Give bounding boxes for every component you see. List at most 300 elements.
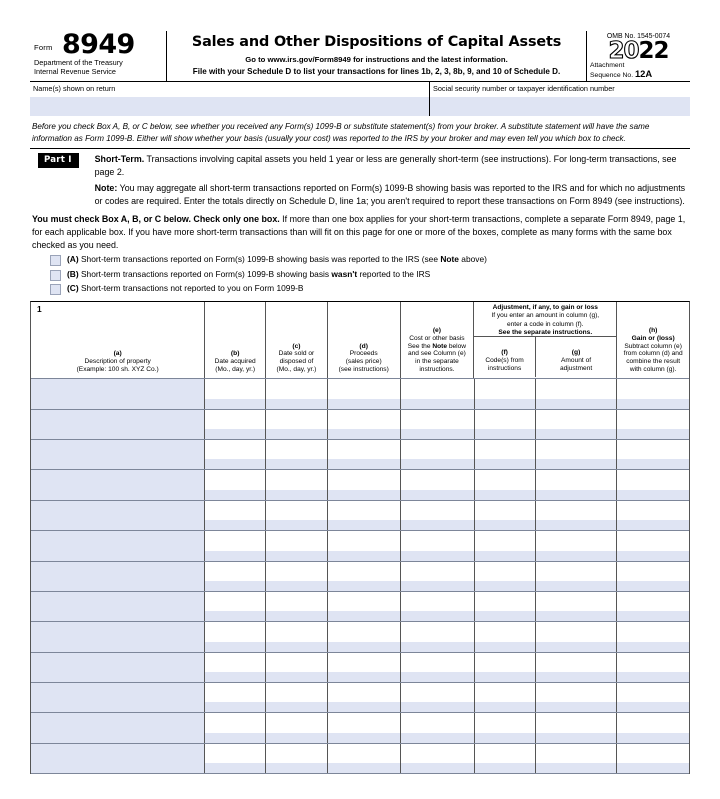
table-row: [31, 682, 689, 712]
short-term-paragraph: [95, 153, 690, 178]
table-cell-f[interactable]: [475, 501, 537, 530]
col-g-letter: (g): [571, 349, 581, 357]
table-cell-g[interactable]: [536, 501, 617, 530]
table-row: [31, 743, 689, 773]
table-cell-a[interactable]: [31, 622, 205, 651]
col-h-line4: combine the result: [626, 358, 681, 366]
omb-year-block: [587, 31, 690, 81]
table-cell-g[interactable]: [536, 683, 617, 712]
col-e-line2: [403, 343, 472, 351]
cell-fill-band: [475, 763, 536, 773]
table-cell-d[interactable]: [328, 379, 401, 408]
identity-row: [30, 81, 690, 116]
table-cell-f[interactable]: [475, 470, 537, 499]
table-cell-a[interactable]: [31, 744, 205, 773]
cell-fill-band: [401, 429, 474, 439]
cell-fill-band: [401, 399, 474, 409]
name-field-cell[interactable]: [30, 82, 430, 116]
table-cell-c[interactable]: [266, 653, 328, 682]
table-cell-a[interactable]: [31, 531, 205, 560]
col-f-line1: Code(s) from: [485, 357, 524, 365]
table-cell-g[interactable]: [536, 410, 617, 439]
cell-fill-band: [475, 490, 536, 500]
table-cell-g[interactable]: [536, 440, 617, 469]
cell-fill-band: [266, 763, 327, 773]
cell-fill-band: [536, 672, 616, 682]
checkbox-a-text: Short-term transactions reported on Form(s) 1099-B showing basis was reported to the IRS (see: [78, 254, 441, 265]
form-number: 8949: [62, 29, 135, 60]
table-cell-g[interactable]: [536, 744, 617, 773]
table-cell-h[interactable]: [617, 562, 689, 591]
cell-fill-band: [617, 642, 689, 652]
table-cell-c[interactable]: [266, 470, 328, 499]
cell-fill-band: [536, 399, 616, 409]
cell-fill-band: [266, 581, 327, 591]
cell-fill-band: [475, 520, 536, 530]
table-cell-e[interactable]: [401, 531, 475, 560]
cell-fill-band: [475, 399, 536, 409]
ssn-input[interactable]: [430, 97, 690, 116]
checkbox-b-text: Short-term transactions reported on Form(s) 1099-B showing basis: [78, 268, 332, 279]
cell-fill-band: [205, 581, 265, 591]
table-cell-c[interactable]: [266, 744, 328, 773]
cell-fill-band: [617, 399, 689, 409]
table-cell-c[interactable]: [266, 410, 328, 439]
table-cell-c[interactable]: [266, 713, 328, 742]
col-c-line1: Date sold or: [278, 350, 315, 358]
col-d-line2: (sales price): [345, 358, 382, 366]
form-subtitle-filewith: File with your Schedule D to list your transactions for lines 1b, 2, 3, 8b, 9, and 10 of Schedule D.: [192, 67, 561, 76]
table-cell-g[interactable]: [536, 653, 617, 682]
cell-fill-band: [536, 733, 616, 743]
table-cell-b[interactable]: [205, 470, 266, 499]
cell-fill-band: [205, 429, 265, 439]
cell-fill-band: [205, 672, 265, 682]
col-header-g: [536, 337, 616, 377]
cell-fill-band: [401, 642, 474, 652]
table-cell-f[interactable]: [475, 744, 537, 773]
cell-fill-band: [401, 490, 474, 500]
cell-fill-band: [205, 733, 265, 743]
col-header-b: [205, 302, 266, 378]
cell-fill-band: [475, 702, 536, 712]
table-cell-d[interactable]: [328, 622, 401, 651]
form-title-block: [167, 31, 587, 81]
checkbox-a-bold: Note: [440, 254, 459, 265]
col-header-f: [474, 337, 536, 377]
cell-fill-band: [205, 642, 265, 652]
ssn-field-label: Social security number or taxpayer identification number: [433, 84, 615, 93]
table-cell-e[interactable]: [401, 744, 475, 773]
table-cell-h[interactable]: [617, 683, 689, 712]
table-cell-g[interactable]: [536, 592, 617, 621]
cell-fill-band: [328, 490, 400, 500]
col-header-adjustment-group: [474, 302, 617, 378]
table-cell-b[interactable]: [205, 379, 266, 408]
table-cell-b[interactable]: [205, 440, 266, 469]
table-cell-h[interactable]: [617, 653, 689, 682]
table-cell-b[interactable]: [205, 713, 266, 742]
table-cell-e[interactable]: [401, 379, 475, 408]
table-cell-h[interactable]: [617, 501, 689, 530]
table-cell-h[interactable]: [617, 379, 689, 408]
table-line-number: 1: [37, 304, 42, 315]
part-1-badge: Part I: [38, 153, 79, 168]
col-header-a: [31, 302, 205, 378]
table-cell-g[interactable]: [536, 713, 617, 742]
cell-fill-band: [536, 490, 616, 500]
cell-fill-band: [401, 611, 474, 621]
table-header-row: [31, 302, 689, 378]
checkbox-b-label: [67, 269, 430, 279]
table-cell-f[interactable]: [475, 683, 537, 712]
table-cell-a[interactable]: [31, 379, 205, 408]
table-cell-h[interactable]: [617, 440, 689, 469]
table-row: [31, 530, 689, 560]
cell-fill-band: [475, 733, 536, 743]
checkbox-option-c[interactable]: [50, 283, 690, 295]
department-block: [34, 59, 123, 76]
part-1-section: [30, 148, 690, 207]
cell-fill-band: [536, 611, 616, 621]
cell-fill-band: [205, 551, 265, 561]
cell-fill-band: [266, 459, 327, 469]
table-cell-d[interactable]: [328, 592, 401, 621]
cell-fill-band: [536, 581, 616, 591]
cell-fill-band: [205, 763, 265, 773]
table-cell-g[interactable]: [536, 531, 617, 560]
adjustment-line3: enter a code in column (f).: [506, 320, 584, 328]
table-cell-h[interactable]: [617, 713, 689, 742]
table-bottom-rule: [31, 773, 689, 774]
col-a-letter: (a): [113, 350, 122, 358]
col-a-line2: (Example: 100 sh. XYZ Co.): [76, 366, 159, 374]
col-b-line1: Date acquired: [214, 358, 256, 366]
table-cell-b[interactable]: [205, 622, 266, 651]
cell-fill-band: [328, 399, 400, 409]
table-cell-a[interactable]: [31, 440, 205, 469]
cell-fill-band: [617, 763, 689, 773]
must-check-paragraph: [30, 213, 690, 251]
cell-fill-band: [536, 642, 616, 652]
must-check-bold: You must check Box A, B, or C below. Check only one box.: [32, 214, 280, 225]
table-cell-d[interactable]: [328, 440, 401, 469]
cell-fill-band: [617, 702, 689, 712]
table-cell-e[interactable]: [401, 653, 475, 682]
col-header-c: [266, 302, 328, 378]
cell-fill-band: [266, 399, 327, 409]
table-cell-d[interactable]: [328, 501, 401, 530]
table-cell-g[interactable]: [536, 379, 617, 408]
table-cell-f[interactable]: [475, 562, 537, 591]
table-cell-e[interactable]: [401, 562, 475, 591]
table-row: [31, 591, 689, 621]
col-h-letter: (h): [648, 326, 658, 334]
box-options-group: [30, 254, 690, 295]
col-g-line2: adjustment: [559, 365, 593, 373]
table-cell-c[interactable]: [266, 531, 328, 560]
table-cell-d[interactable]: [328, 470, 401, 499]
cell-fill-band: [401, 733, 474, 743]
table-cell-h[interactable]: [617, 592, 689, 621]
table-cell-d[interactable]: [328, 713, 401, 742]
cell-fill-band: [475, 611, 536, 621]
table-cell-f[interactable]: [475, 379, 537, 408]
table-row: [31, 469, 689, 499]
cell-fill-band: [205, 702, 265, 712]
table-cell-a[interactable]: [31, 713, 205, 742]
col-e-note-bold: Note: [432, 342, 447, 350]
cell-fill-band: [266, 551, 327, 561]
cell-fill-band: [328, 763, 400, 773]
department-line-2: Internal Revenue Service: [34, 66, 116, 76]
cell-fill-band: [536, 520, 616, 530]
checkbox-c-letter: (C): [67, 283, 79, 294]
cell-fill-band: [205, 399, 265, 409]
table-cell-e[interactable]: [401, 410, 475, 439]
col-e-line2-a: See the: [407, 342, 433, 350]
checkbox-c-text: Short-term transactions not reported to you on Form 1099-B: [78, 283, 304, 294]
table-cell-e[interactable]: [401, 501, 475, 530]
col-g-line1: Amount of: [561, 357, 592, 365]
checkbox-a-letter: (A): [67, 254, 79, 265]
cell-fill-band: [617, 611, 689, 621]
checkbox-b-bold: wasn't: [331, 268, 358, 279]
table-cell-d[interactable]: [328, 683, 401, 712]
cell-fill-band: [401, 672, 474, 682]
cell-fill-band: [617, 520, 689, 530]
table-cell-b[interactable]: [205, 531, 266, 560]
table-cell-c[interactable]: [266, 501, 328, 530]
col-f-line2: instructions: [487, 365, 522, 373]
checkbox-c-label: [67, 283, 303, 293]
cell-fill-band: [266, 490, 327, 500]
cell-fill-band: [617, 581, 689, 591]
cell-fill-band: [401, 551, 474, 561]
table-cell-a[interactable]: [31, 470, 205, 499]
table-cell-h[interactable]: [617, 622, 689, 651]
cell-fill-band: [401, 763, 474, 773]
table-row: [31, 561, 689, 591]
table-cell-b[interactable]: [205, 562, 266, 591]
table-cell-d[interactable]: [328, 562, 401, 591]
table-cell-f[interactable]: [475, 653, 537, 682]
attachment-sequence: [587, 62, 690, 80]
department-line-1: Department of the Treasury: [34, 58, 123, 67]
cell-fill-band: [617, 672, 689, 682]
cell-fill-band: [617, 459, 689, 469]
table-cell-g[interactable]: [536, 562, 617, 591]
col-h-line2: Subtract column (e): [624, 342, 682, 350]
table-cell-h[interactable]: [617, 410, 689, 439]
cell-fill-band: [617, 551, 689, 561]
tax-year-prefix: 20: [608, 38, 639, 64]
cell-fill-band: [401, 520, 474, 530]
table-cell-e[interactable]: [401, 592, 475, 621]
cell-fill-band: [205, 520, 265, 530]
form-subtitle-goto: Go to www.irs.gov/Form8949 for instructions and the latest information.: [245, 55, 508, 64]
table-cell-a[interactable]: [31, 683, 205, 712]
cell-fill-band: [475, 551, 536, 561]
form-word-label: Form: [34, 43, 53, 52]
col-d-letter: (d): [359, 342, 368, 350]
table-cell-c[interactable]: [266, 592, 328, 621]
table-cell-a[interactable]: [31, 592, 205, 621]
part-1-text: [95, 153, 690, 207]
table-cell-e[interactable]: [401, 622, 475, 651]
broker-note-text: Before you check Box A, B, or C below, see whether you received any Form(s) 1099-B or substitute statement(s) from your broker. A substitute statement will have the same information as Form 1099-B. Either will show whether your basis (usually your cost) was reported to the IRS by your broker and may even tell you which box to check.: [32, 122, 650, 143]
note-body: You may aggregate all short-term transactions reported on Form(s) 1099-B showing basis was reported to the IRS and for which no adjustments or codes are required. Enter the totals directly on Schedule D, line 1a; you aren't required to report these transactions on Form 8949 (see instructions).: [94, 183, 686, 206]
cell-fill-band: [401, 581, 474, 591]
checkbox-c[interactable]: [50, 284, 61, 295]
col-e-letter: (e): [432, 326, 442, 334]
col-h-line1: Gain or (loss): [631, 334, 675, 342]
form-header: [30, 31, 690, 81]
table-cell-b[interactable]: [205, 683, 266, 712]
name-input[interactable]: [30, 97, 429, 116]
table-cell-f[interactable]: [475, 531, 537, 560]
cell-fill-band: [328, 520, 400, 530]
table-cell-e[interactable]: [401, 683, 475, 712]
cell-fill-band: [328, 581, 400, 591]
table-cell-c[interactable]: [266, 379, 328, 408]
cell-fill-band: [328, 642, 400, 652]
table-cell-a[interactable]: [31, 410, 205, 439]
table-body: [31, 378, 689, 774]
cell-fill-band: [475, 672, 536, 682]
col-e-line4: in the separate: [415, 358, 459, 366]
col-header-d: [328, 302, 401, 378]
cell-fill-band: [536, 763, 616, 773]
cell-fill-band: [536, 551, 616, 561]
attachment-number: 12A: [634, 68, 653, 79]
col-header-h: [617, 302, 689, 378]
col-f-letter: (f): [501, 349, 508, 357]
table-row: [31, 439, 689, 469]
table-cell-b[interactable]: [205, 653, 266, 682]
table-cell-a[interactable]: [31, 501, 205, 530]
short-term-heading: Short-Term.: [94, 154, 145, 164]
table-cell-e[interactable]: [401, 440, 475, 469]
cell-fill-band: [328, 429, 400, 439]
table-cell-f[interactable]: [475, 622, 537, 651]
col-e-line1: Cost or other basis: [409, 334, 465, 342]
table-cell-f[interactable]: [475, 713, 537, 742]
table-cell-d[interactable]: [328, 744, 401, 773]
col-h-line5: with column (g).: [629, 366, 677, 374]
table-cell-h[interactable]: [617, 470, 689, 499]
col-c-letter: (c): [292, 342, 301, 350]
short-term-heading-rest: Transactions involving capital assets you held 1 year or less are generally short-term (see instructions). For long-term transactions, see page 2.: [94, 154, 677, 177]
cell-fill-band: [266, 733, 327, 743]
cell-fill-band: [328, 459, 400, 469]
col-a-line1: Description of property: [84, 358, 151, 366]
table-cell-c[interactable]: [266, 622, 328, 651]
checkbox-a[interactable]: [50, 255, 61, 266]
checkbox-a-suffix: above): [458, 254, 487, 265]
cell-fill-band: [536, 702, 616, 712]
table-cell-c[interactable]: [266, 683, 328, 712]
table-cell-f[interactable]: [475, 410, 537, 439]
cell-fill-band: [266, 642, 327, 652]
table-cell-b[interactable]: [205, 744, 266, 773]
cell-fill-band: [328, 551, 400, 561]
table-cell-h[interactable]: [617, 531, 689, 560]
table-cell-g[interactable]: [536, 470, 617, 499]
col-b-letter: (b): [230, 350, 240, 358]
table-cell-c[interactable]: [266, 562, 328, 591]
col-e-line2-b: below: [447, 342, 467, 350]
col-b-line2: (Mo., day, yr.): [215, 366, 256, 374]
table-cell-b[interactable]: [205, 410, 266, 439]
table-row: [31, 378, 689, 408]
cell-fill-band: [617, 429, 689, 439]
form-sheet: [30, 31, 690, 774]
cell-fill-band: [536, 459, 616, 469]
checkbox-option-a[interactable]: [50, 254, 690, 266]
table-cell-d[interactable]: [328, 653, 401, 682]
cell-fill-band: [266, 520, 327, 530]
adjustment-line2: If you enter an amount in column (g),: [491, 312, 600, 320]
table-cell-a[interactable]: [31, 653, 205, 682]
checkbox-b[interactable]: [50, 270, 61, 281]
cell-fill-band: [536, 429, 616, 439]
cell-fill-band: [266, 611, 327, 621]
table-row: [31, 409, 689, 439]
cell-fill-band: [266, 702, 327, 712]
table-cell-f[interactable]: [475, 440, 537, 469]
adjustment-line4: See the separate instructions.: [498, 328, 593, 336]
table-cell-b[interactable]: [205, 501, 266, 530]
cell-fill-band: [401, 459, 474, 469]
tax-year-suffix: 22: [638, 38, 669, 64]
table-cell-c[interactable]: [266, 440, 328, 469]
col-c-line2: disposed of: [279, 358, 314, 366]
cell-fill-band: [266, 672, 327, 682]
cell-fill-band: [475, 581, 536, 591]
table-cell-b[interactable]: [205, 592, 266, 621]
col-header-e: [401, 302, 475, 378]
table-cell-e[interactable]: [401, 713, 475, 742]
col-d-line1: Proceeds: [349, 350, 378, 358]
table-cell-d[interactable]: [328, 531, 401, 560]
name-field-label: Name(s) shown on return: [33, 84, 116, 93]
adjustment-group-header: [474, 302, 616, 337]
table-row: [31, 500, 689, 530]
cell-fill-band: [475, 429, 536, 439]
checkbox-option-b[interactable]: [50, 269, 690, 281]
cell-fill-band: [475, 459, 536, 469]
cell-fill-band: [266, 429, 327, 439]
table-cell-h[interactable]: [617, 744, 689, 773]
table-cell-a[interactable]: [31, 562, 205, 591]
table-cell-d[interactable]: [328, 410, 401, 439]
checkbox-b-letter: (B): [67, 268, 79, 279]
ssn-field-cell[interactable]: [430, 82, 690, 116]
table-cell-f[interactable]: [475, 592, 537, 621]
cell-fill-band: [328, 611, 400, 621]
tax-year: [587, 38, 690, 64]
transactions-table: [30, 301, 690, 774]
cell-fill-band: [205, 459, 265, 469]
aggregate-note-paragraph: [95, 182, 690, 207]
table-cell-g[interactable]: [536, 622, 617, 651]
table-cell-e[interactable]: [401, 470, 475, 499]
col-c-line3: (Mo., day, yr.): [276, 366, 317, 374]
col-d-line3: (see instructions): [338, 366, 389, 374]
table-row: [31, 621, 689, 651]
adjustment-title: Adjustment, if any, to gain or loss: [492, 304, 598, 312]
